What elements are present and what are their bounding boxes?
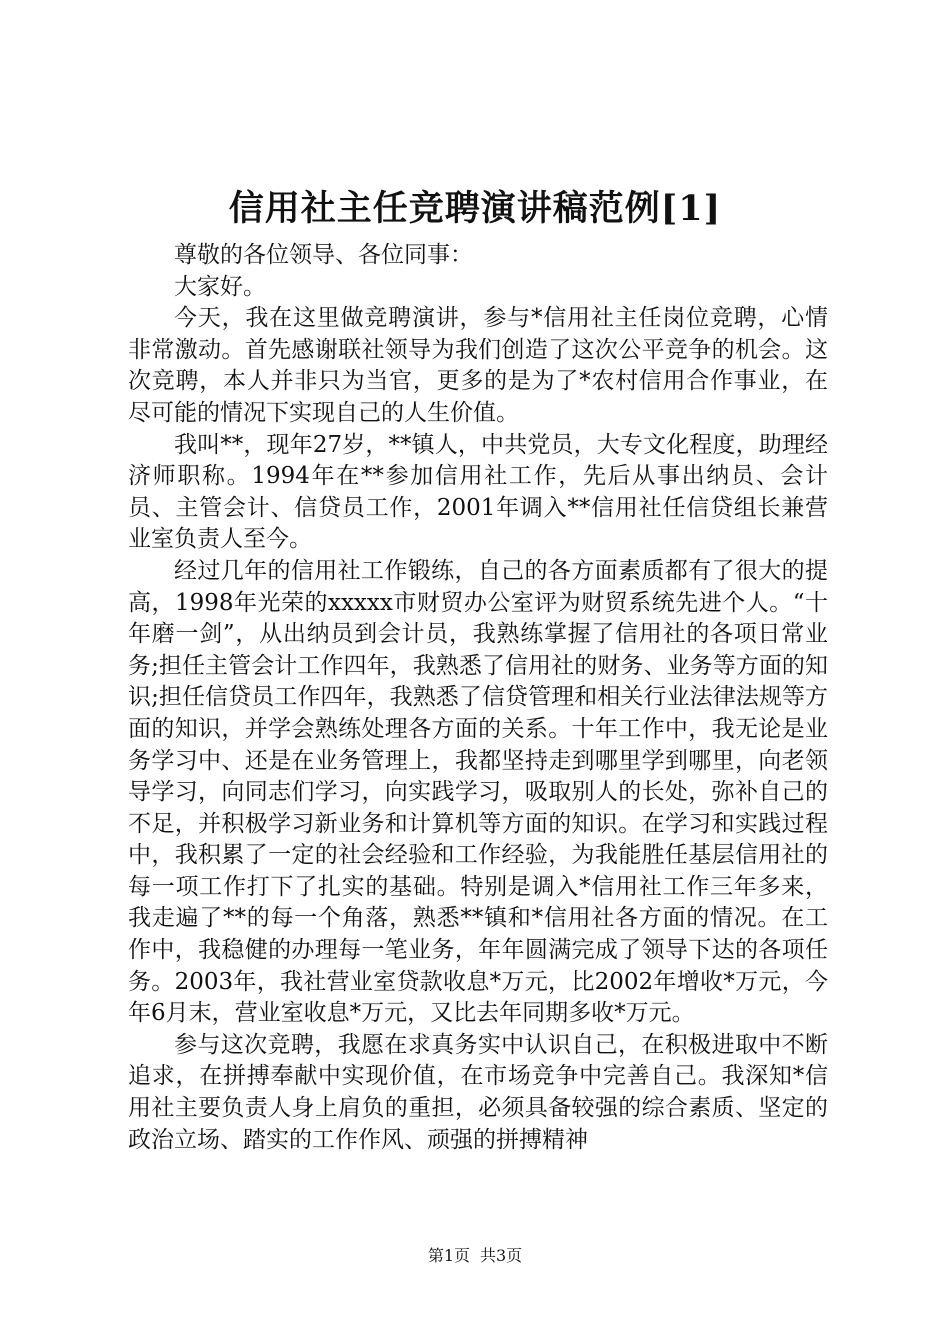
document-body [128,240,828,1156]
page-footer [0,1244,950,1268]
page-total: 共3页 [480,1246,523,1265]
page-number: 第1页 [427,1246,470,1265]
salutation-paragraph: 尊敬的各位领导、各位同事： [174,242,473,268]
greeting-paragraph: 大家好。 [174,273,266,300]
intro-paragraph: 今天，我在这里做竞聘演讲，参与*信用社主任岗位竞聘，心情非常激动。首先感谢联社领导为我们创造了这次公平竞争的机会。这次竞聘，本人并非只为当官，更多的是为了*农村信用合作事业，在尽可能的情况下实现自己的人生价值。 [128,305,828,426]
experience-paragraph: 经过几年的信用社工作锻练，自己的各方面素质都有了很大的提高，1998年光荣的xxxxx市财贸办公室评为财贸系统先进个人。“十年磨一剑”，从出纳员到会计员，我熟练掌握了信用社的各项日常业务;担任主管会计工作四年，我熟悉了信用社的财务、业务等方面的知识;担任信贷员工作四年，我熟悉了信贷管理和相关行业法律法规等方面的知识，并学会熟练处理各方面的关系。十年工作中，我无论是业务学习中、还是在业务管理上，我都坚持走到哪里学到哪里，向老领导学习，向同志们学习，向实践学习，吸取别人的长处，弥补自己的不足，并积极学习新业务和计算机等方面的知识。在学习和实践过程中，我积累了一定的社会经验和工作经验，为我能胜任基层信用社的每一项工作打下了扎实的基础。特别是调入*信用社工作三年多来，我走遍了**的每一个角落，熟悉**镇和*信用社各方面的情况。在工作中，我稳健的办理每一笔业务，年年圆满完成了领导下达的各项任务。2003年，我社营业室贷款收息*万元，比2002年增收*万元，今年6月末，营业室收息*万元，又比去年同期多收*万元。 [128,557,828,1027]
document-title: 信用社主任竞聘演讲稿范例[1] [228,188,722,229]
commitment-paragraph: 参与这次竞聘，我愿在求真务实中认识自己，在积极进取中不断追求，在拼搏奉献中实现价值，在市场竞争中完善自己。我深知*信用社主要负责人身上肩负的重担，必须具备较强的综合素质、坚定的政治立场、踏实的工作作风、顽强的拼搏精神 [128,1031,828,1153]
background-paragraph: 我叫**，现年27岁，**镇人，中共党员，大专文化程度，助理经济师职称。1994年在**参加信用社工作，先后从事出纳员、会计员、主管会计、信贷员工作，2001年调入**信用社任信贷组长兼营业室负责人至今。 [128,431,828,553]
